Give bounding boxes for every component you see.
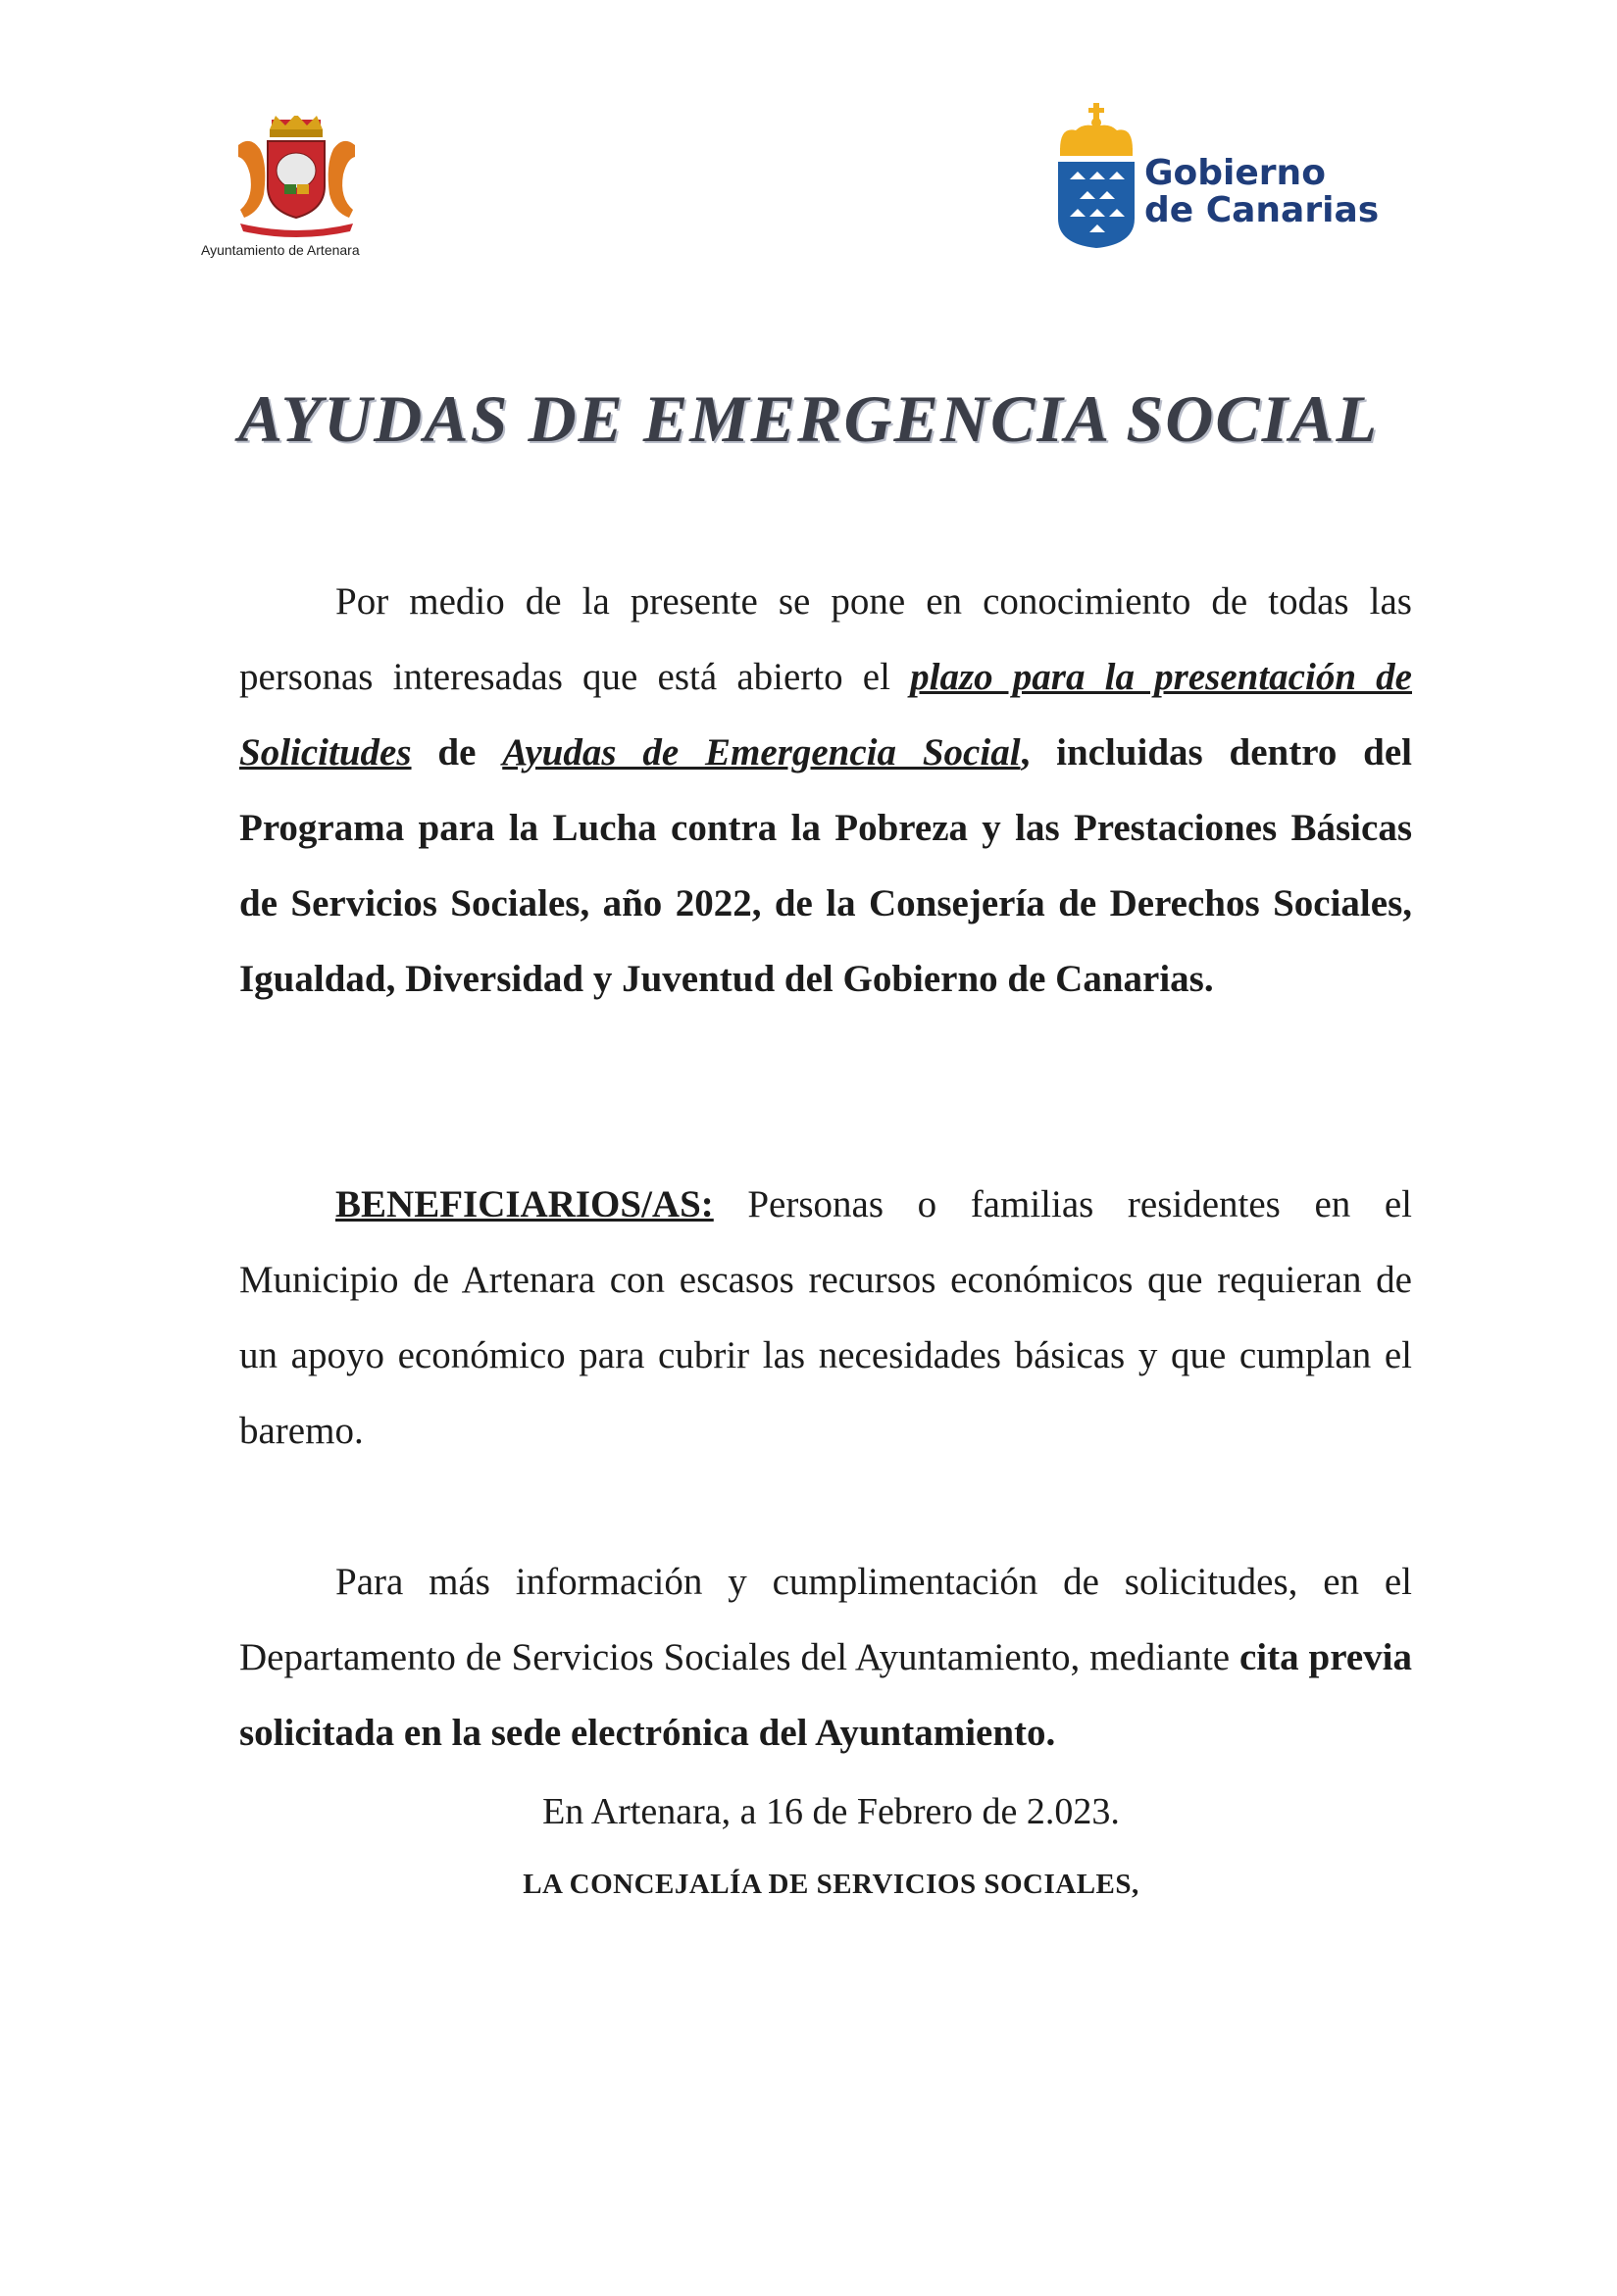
gobierno-canarias-logo (1054, 101, 1388, 248)
p1-intro: Por medio de la presente se pone en conocimiento de todas las personas interesadas que está abierto el (239, 580, 1412, 698)
artenara-crest-logo (201, 116, 427, 258)
document-date: En Artenara, a 16 de Febrero de 2.023. (542, 1791, 1120, 1832)
p1-ayudas: Ayudas de Emergencia Social (502, 731, 1021, 774)
beneficiarios-text: Personas o familias residentes en el Municipio de Artenara con escasos recursos económicos que requieran de un apoyo económico para cubrir las necesidades básicas y que cumplan el baremo. (239, 1183, 1412, 1452)
gobierno-canarias-wordmark (1144, 155, 1379, 229)
canarias-emblem-icon (1054, 101, 1142, 248)
gov-line1: Gobierno (1144, 153, 1326, 193)
left-logo-caption: Ayuntamiento de Artenara (201, 242, 360, 258)
signature-line: LA CONCEJALÍA DE SERVICIOS SOCIALES, (523, 1869, 1139, 1900)
p1-de: de (411, 731, 503, 774)
paragraph-announcement (239, 564, 1412, 1017)
page-title: AYUDAS DE EMERGENCIA SOCIAL (237, 381, 1380, 456)
p1-plazo: plazo para la presentación de Solicitudes (239, 656, 1412, 774)
paragraph-beneficiarios (239, 1167, 1412, 1469)
gov-line2: de Canarias (1144, 190, 1380, 230)
info-bold: cita previa solicitada en la sede electrónica del Ayuntamiento. (239, 1636, 1412, 1754)
info-text: Para más información y cumplimentación de solicitudes, en el Departamento de Servicios Sociales del Ayuntamiento, mediante (239, 1561, 1412, 1678)
paragraph-info (239, 1544, 1412, 1771)
coat-of-arms-icon (230, 116, 363, 238)
beneficiarios-label: BENEFICIARIOS/AS: (335, 1183, 714, 1225)
p1-rest: , incluidas dentro del Programa para la Lucha contra la Pobreza y las Prestaciones Básicas de Servicios Sociales, año 2022, de la Consejería de Derechos Sociales, Igualdad, Diversidad y Juventud del Gobierno de Canarias. (239, 731, 1412, 1000)
